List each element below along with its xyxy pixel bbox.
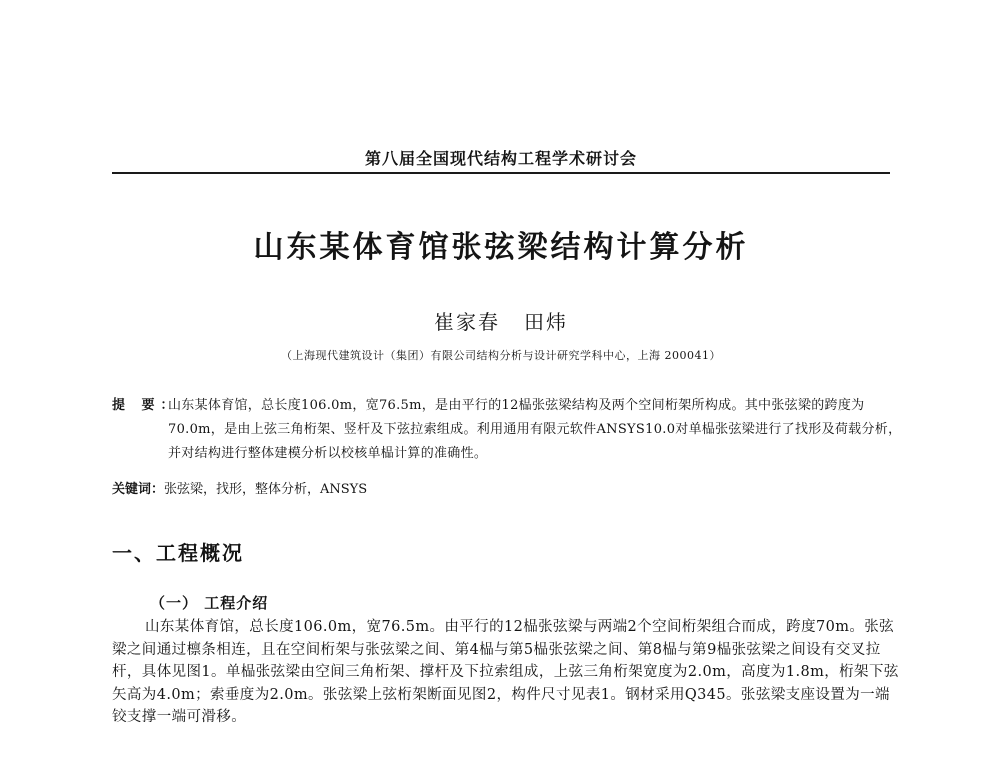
keywords bbox=[112, 478, 902, 502]
keywords-label: 关键词： bbox=[112, 482, 165, 497]
author-name: 崔家春 bbox=[434, 310, 500, 334]
abstract bbox=[112, 394, 902, 466]
author-name: 田炜 bbox=[524, 310, 568, 334]
section-heading: 一、工程概况 bbox=[112, 541, 244, 565]
abstract-label: 提 要： bbox=[112, 398, 180, 413]
subsection-heading: （一） 工程介绍 bbox=[150, 594, 269, 612]
paper-title: 山东某体育馆张弦梁结构计算分析 bbox=[253, 230, 749, 265]
author-affiliation: （上海现代建筑设计（集团）有限公司结构分析与设计研究学科中心，上海 200041） bbox=[281, 349, 721, 362]
body-paragraph: 山东某体育馆，总长度106.0m，宽76.5m。由平行的12榀张弦梁与两端2个空间桁架组合而成，跨度70m。张弦梁之间通过檩条相连，且在空间桁架与张弦梁之间、第4榀与第5榀张弦梁之间、第8榀与第9榀张弦梁之间设有交叉拉杆，具体见图1。单榀张弦梁由空间三角桁架、撑杆及下拉索组成，上弦三角桁架宽度为2.0m，高度为1.8m，桁架下弦矢高为4.0m；索垂度为2.0m。张弦梁上弦桁架断面见图2，构件尺寸见表1。钢材采用Q345。张弦梁支座设置为一端铰支撑一端可滑移。 bbox=[112, 619, 899, 725]
keywords-text: 张弦梁，找形，整体分析，ANSYS bbox=[164, 482, 368, 497]
abstract-text: 山东某体育馆，总长度106.0m，宽76.5m，是由平行的12榀张弦梁结构及两个空间桁架所构成。其中张弦梁的跨度为70.0m，是由上弦三角桁架、竖杆及下弦拉索组成。利用通用有限元软件ANSYS10.0对单榀张弦梁进行了找形及荷载分析，并对结构进行整体建模分析以校核单榀计算的准确性。 bbox=[168, 398, 902, 461]
header-rule bbox=[112, 172, 890, 174]
author-list bbox=[112, 306, 890, 335]
running-header: 第八届全国现代结构工程学术研讨会 bbox=[364, 149, 637, 168]
